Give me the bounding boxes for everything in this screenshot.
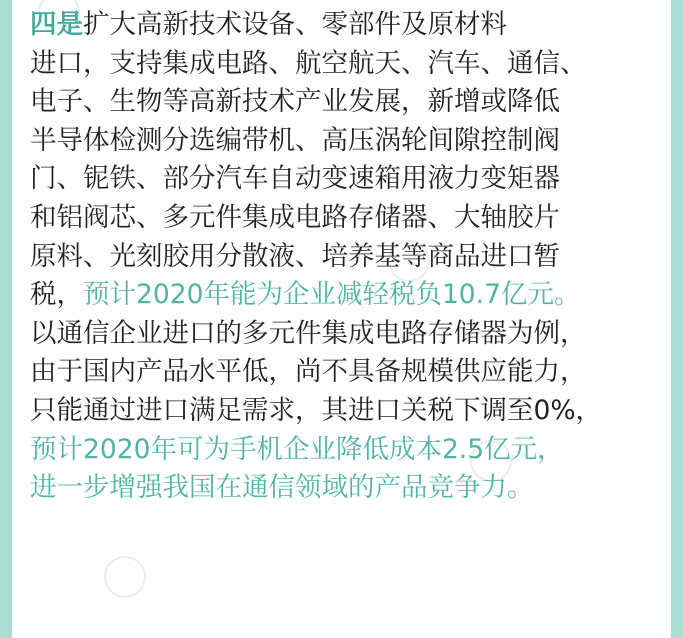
article-paragraph: [30, 0, 660, 508]
line-segment: 和铝阀芯、多元件集成电路存储器、大轴胶片: [30, 201, 560, 233]
paragraph-line: [30, 431, 660, 470]
paragraph-line: [30, 392, 660, 431]
paragraph-line: [30, 469, 660, 508]
highlighted-segment: 预计2020年能为企业减轻税负10.7亿元。: [83, 279, 581, 311]
line-segment: 只能通过进口满足需求，其进口关税下调至0%，: [30, 394, 603, 426]
paragraph-line: [30, 0, 660, 45]
highlighted-segment: 进一步增强我国在通信领域的产品竞争力。: [30, 472, 534, 504]
paragraph-line: [30, 276, 660, 315]
line-segment: 进口，支持集成电路、航空航天、汽车、通信、: [30, 47, 587, 79]
highlighted-segment: 预计2020年可为手机企业降低成本2.5亿元，: [30, 433, 564, 465]
paragraph-line: [30, 353, 660, 392]
line-segment: 由于国内产品水平低，尚不具备规模供应能力，: [30, 356, 587, 388]
paragraph-line: [30, 45, 660, 84]
line-segment: 门、铌铁、部分汽车自动变速箱用液力变矩器: [30, 163, 560, 195]
paragraph-line: [30, 199, 660, 238]
paragraph-line: [30, 238, 660, 277]
paragraph-line: [30, 315, 660, 354]
line-segment: 以通信企业进口的多元件集成电路存储器为例，: [30, 317, 587, 349]
line-segment: 电子、生物等高新技术产业发展，新增或降低: [30, 86, 560, 118]
line-segment: 半导体检测分选编带机、高压涡轮间隙控制阀: [30, 124, 560, 156]
paragraph-line: [30, 122, 660, 161]
paragraph-line: [30, 83, 660, 122]
line-segment: 扩大高新技术设备、零部件及原材料: [83, 9, 507, 40]
line-segment: 税，: [30, 279, 83, 311]
line-segment: 原料、光刻胶用分散液、培养基等商品进口暂: [30, 240, 560, 272]
paragraph-line: [30, 160, 660, 199]
point-label: 四是: [30, 9, 83, 40]
